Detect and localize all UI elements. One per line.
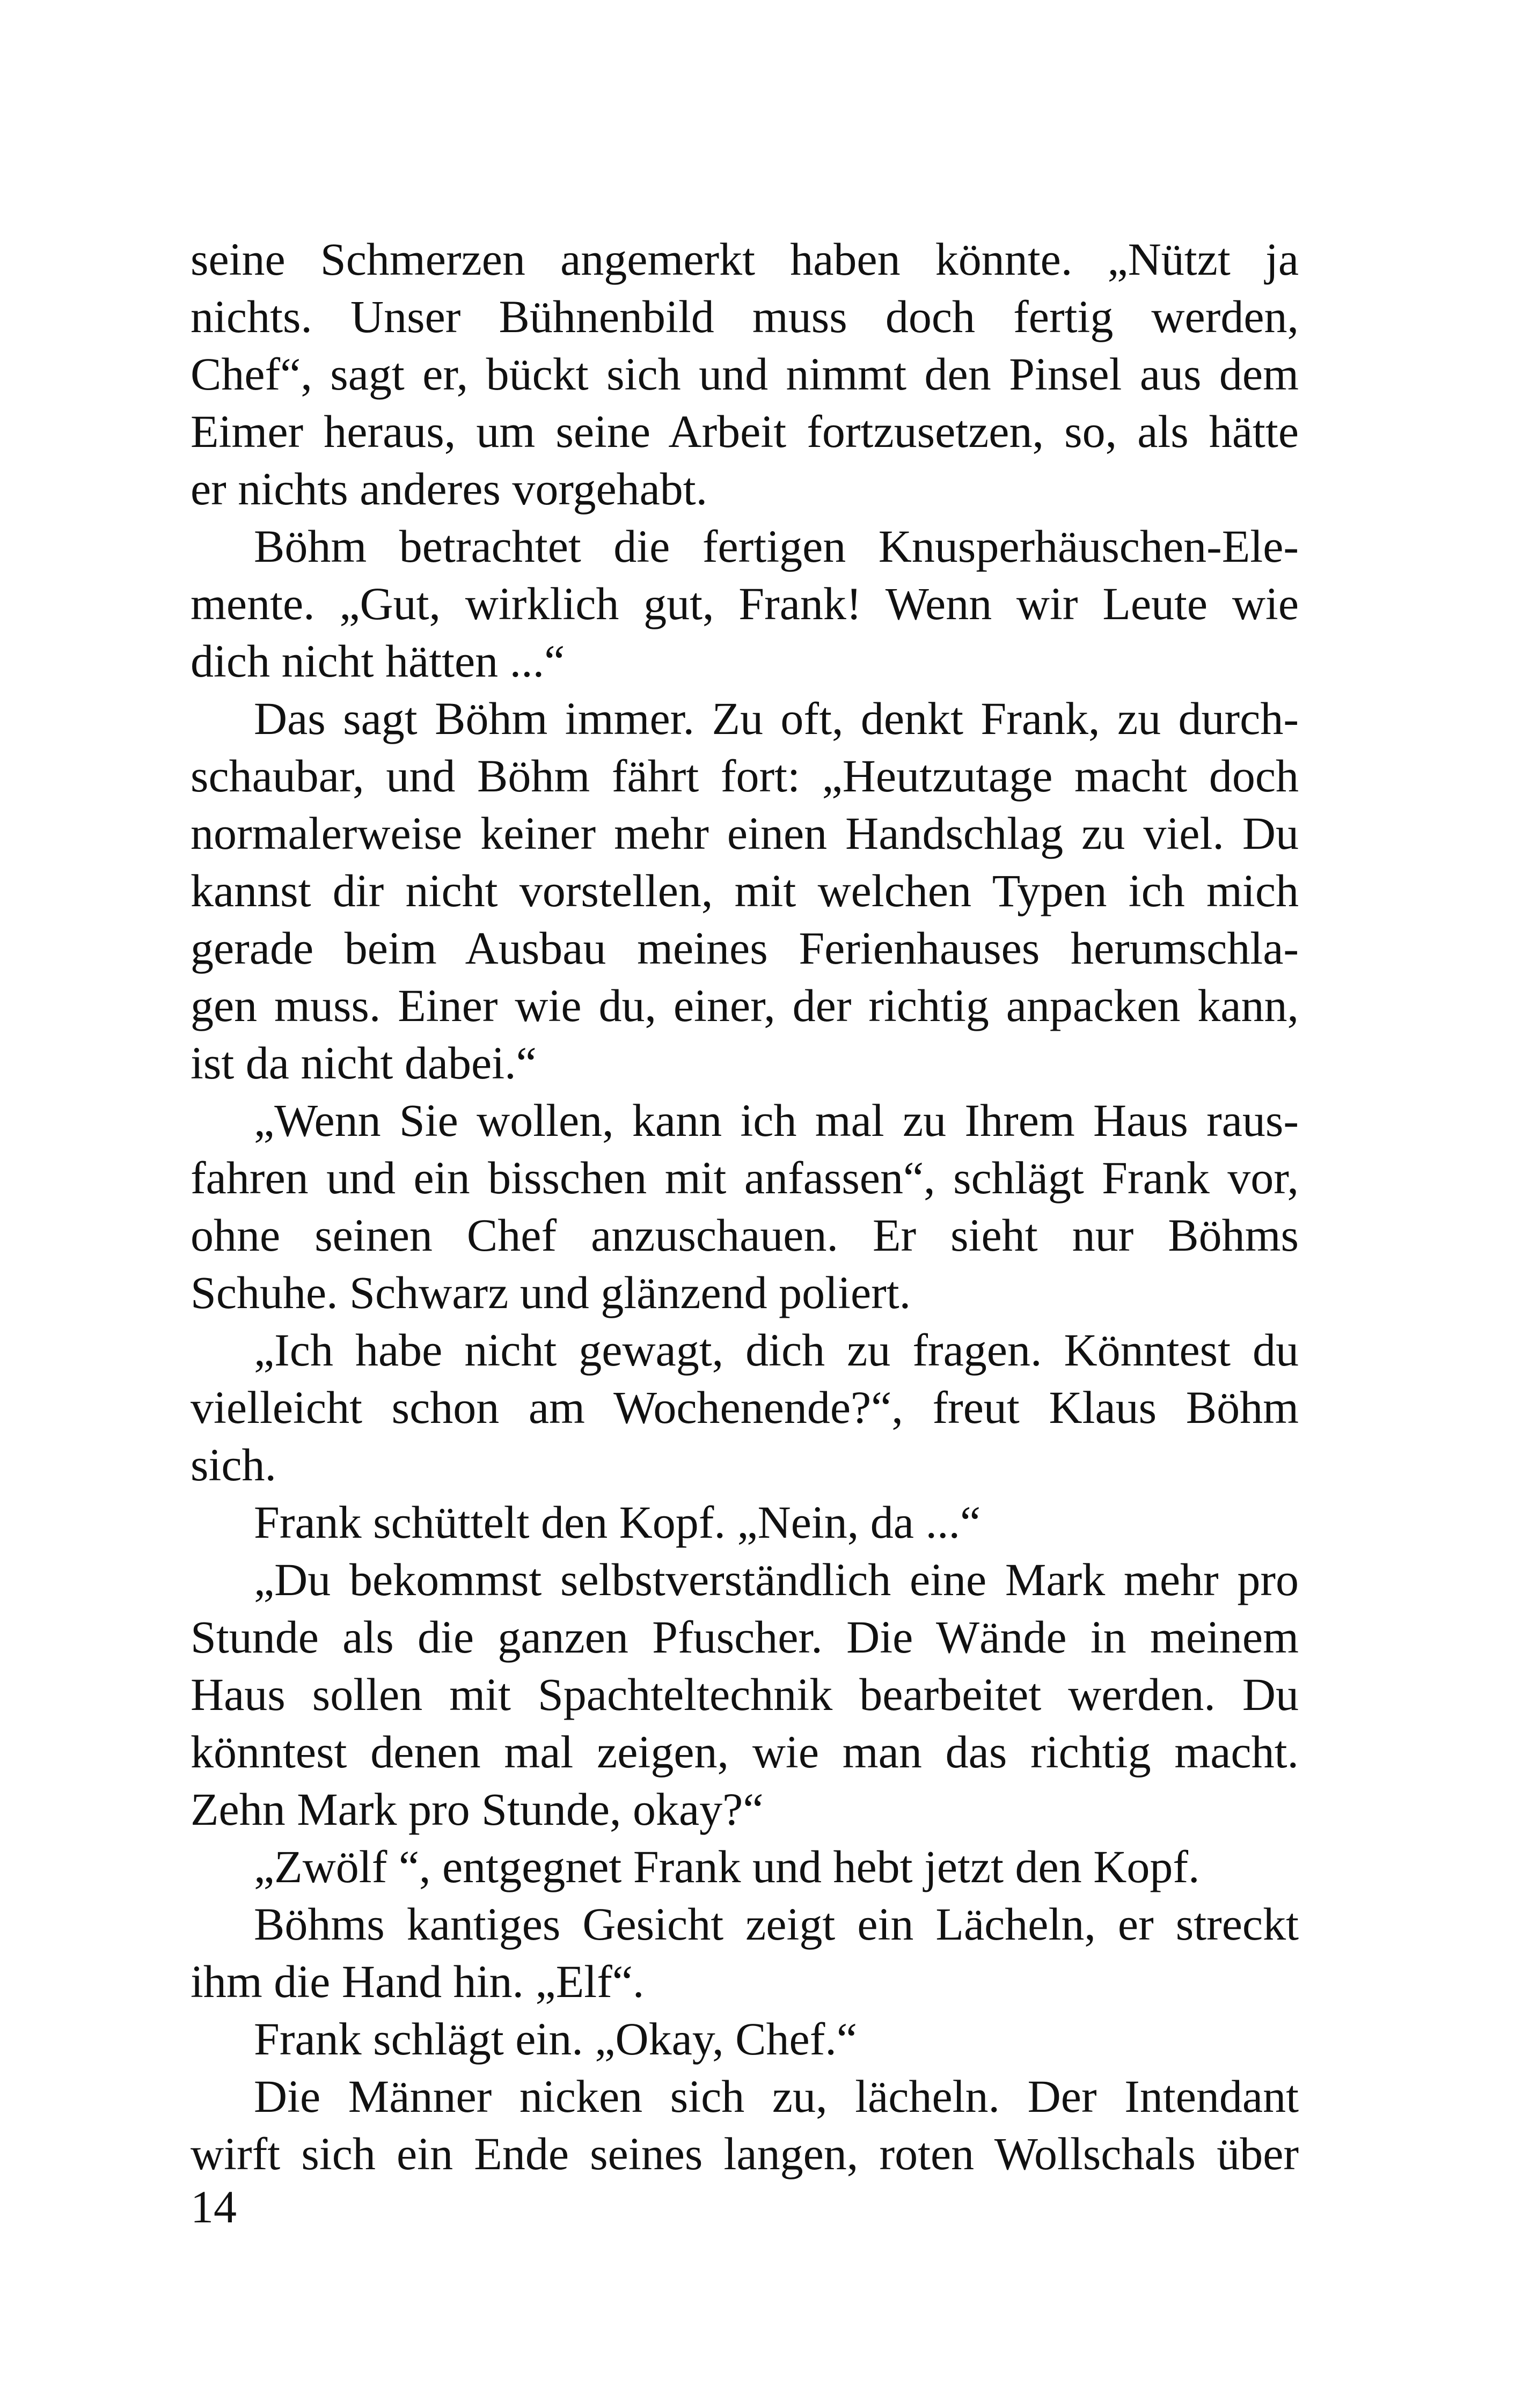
text-line: Böhms kantiges Gesicht zeigt ein Lächeln, er streckt	[254, 1898, 1299, 1950]
text-line: sich.	[191, 1439, 277, 1491]
text-line: Eimer heraus, um seine Arbeit fortzusetzen, so, als hätte	[191, 406, 1299, 457]
text-line: „Wenn Sie wollen, kann ich mal zu Ihrem Haus raus-	[254, 1095, 1299, 1146]
text-line: dich nicht hätten ...“	[191, 635, 565, 687]
text-line: Frank schüttelt den Kopf. „Nein, da ...“	[254, 1496, 981, 1548]
text-line: Zehn Mark pro Stunde, okay?“	[191, 1783, 764, 1835]
text-line: kannst dir nicht vorstellen, mit welchen Typen ich mich	[191, 865, 1299, 916]
text-line: er nichts anderes vorgehabt.	[191, 463, 708, 515]
text-line: „Zwölf “, entgegnet Frank und hebt jetzt den Kopf.	[254, 1841, 1200, 1892]
text-line: gen muss. Einer wie du, einer, der richtig anpacken kann,	[191, 980, 1299, 1031]
text-line: mente. „Gut, wirklich gut, Frank! Wenn wir Leute wie	[191, 578, 1299, 629]
text-line: „Ich habe nicht gewagt, dich zu fragen. Könntest du	[254, 1324, 1299, 1376]
text-line: Die Männer nicken sich zu, lächeln. Der Intendant	[254, 2071, 1299, 2122]
text-line: fahren und ein bisschen mit anfassen“, schlägt Frank vor,	[191, 1152, 1299, 1203]
text-line: nichts. Unser Bühnenbild muss doch fertig werden,	[191, 291, 1299, 342]
text-line: Frank schlägt ein. „Okay, Chef.“	[254, 2013, 858, 2065]
text-line: ihm die Hand hin. „Elf“.	[191, 1956, 645, 2007]
text-line: „Du bekommst selbstverständlich eine Mark mehr pro	[254, 1554, 1299, 1605]
body-text	[191, 231, 1299, 2183]
text-line: schaubar, und Böhm fährt fort: „Heutzutage macht doch	[191, 750, 1299, 802]
page-number: 14	[191, 2181, 237, 2233]
text-line: Das sagt Böhm immer. Zu oft, denkt Frank, zu durch-	[254, 693, 1299, 744]
text-line: normalerweise keiner mehr einen Handschlag zu viel. Du	[191, 807, 1299, 859]
text-line: ist da nicht dabei.“	[191, 1037, 537, 1089]
text-line: seine Schmerzen angemerkt haben könnte. „Nützt ja	[191, 233, 1299, 285]
text-line: könntest denen mal zeigen, wie man das richtig macht.	[191, 1726, 1299, 1778]
text-line: Stunde als die ganzen Pfuscher. Die Wände in meinem	[191, 1611, 1299, 1663]
text-line: vielleicht schon am Wochenende?“, freut Klaus Böhm	[191, 1382, 1299, 1433]
text-line: Böhm betrachtet die fertigen Knusperhäuschen-Ele-	[254, 520, 1299, 572]
text-line: Haus sollen mit Spachteltechnik bearbeitet werden. Du	[191, 1669, 1299, 1720]
text-line: gerade beim Ausbau meines Ferienhauses herumschla-	[191, 922, 1299, 974]
text-line: Schuhe. Schwarz und glänzend poliert.	[191, 1267, 911, 1318]
text-line: Chef“, sagt er, bückt sich und nimmt den Pinsel aus dem	[191, 348, 1299, 400]
text-line: ohne seinen Chef anzuschauen. Er sieht nur Böhms	[191, 1209, 1299, 1261]
text-line: wirft sich ein Ende seines langen, roten Wollschals über	[191, 2128, 1299, 2179]
